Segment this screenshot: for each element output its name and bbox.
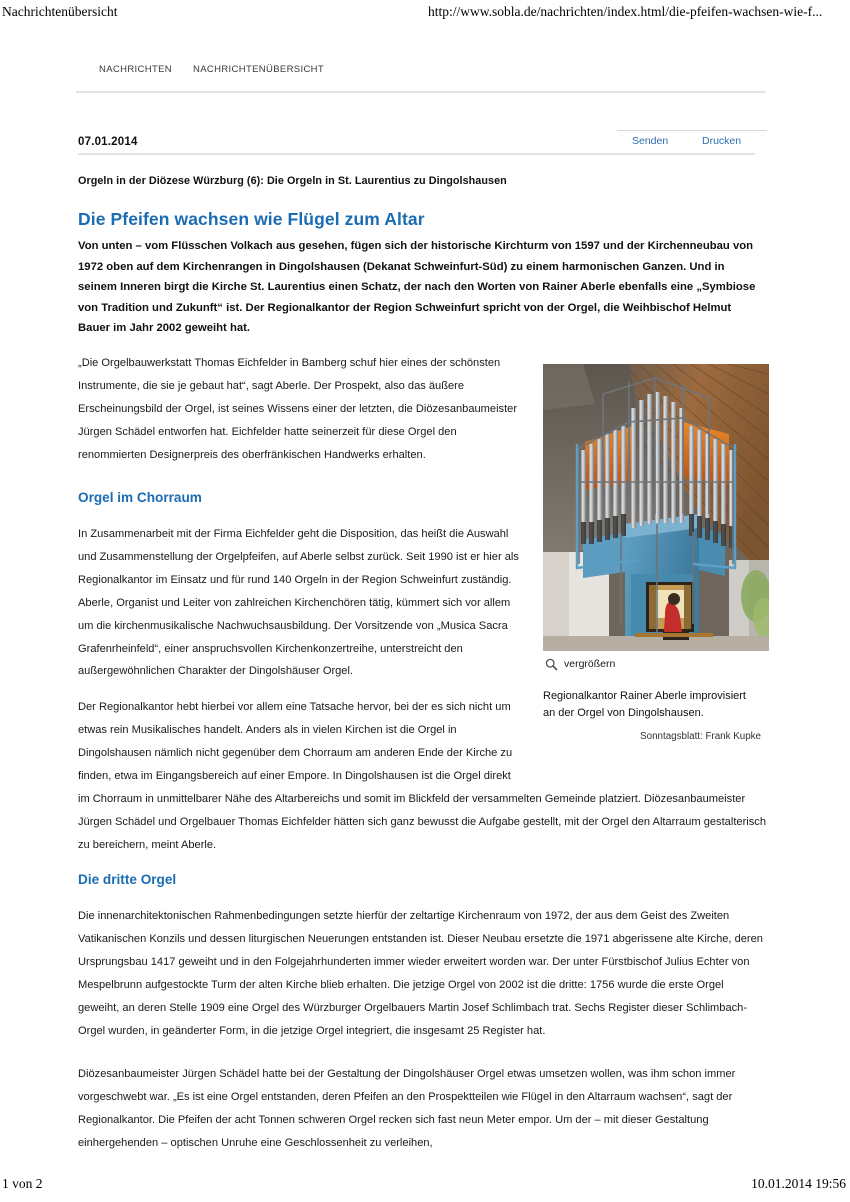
article-kicker: Orgeln in der Diözese Würzburg (6): Die Orgeln in St. Laurentius zu Dingolshausen: [78, 175, 507, 187]
paragraph-4: Die innenarchitektonischen Rahmenbedingungen setzte hierfür der zeltartige Kirchenraum von 1972, der aus dem Geist des Zweiten Vatikanischen Konzils und dessen liturgischen Neuerungen entstanden ist. Dieser Neubau ersetzte die 1971 abgerissene alte Kirche, deren Ursprungsbau 1417 geweiht und in den Folgejahrhunderten immer wieder erweitert worden war. Der unter Fürstbischof Julius Echter von Mespelbrunn aufgestockte Turm der alten Kirche blieb erhalten. Die jetzige Orgel von 2002 ist die dritte: 1756 wurde die erste Orgel geweiht, an deren Stelle 1909 eine Orgel des Würzburger Orgelbauers Martin Josef Schlimbach trat. Sechs Register dieser Schlimbach-Orgel wurden, in geänderter Form, in die jetzige Orgel integriert, die insgesamt 25 Register hat.: [78, 910, 763, 1037]
article-date: 07.01.2014: [78, 136, 138, 148]
send-link[interactable]: Senden: [632, 135, 669, 147]
magnifier-icon: [545, 658, 558, 671]
subheading-die-dritte-orgel: Die dritte Orgel: [78, 872, 177, 887]
nav-item-nachrichten[interactable]: NACHRICHTEN: [99, 64, 172, 75]
enlarge-label: vergrößern: [564, 658, 616, 670]
figure-caption: Regionalkantor Rainer Aberle improvisiert an der Orgel von Dingolshausen.: [543, 690, 746, 719]
print-timestamp: 10.01.2014 19:56: [751, 1176, 846, 1191]
enlarge-link[interactable]: [543, 656, 769, 672]
paragraph-3-continued: im Chorraum in unmittelbarer Nähe des Altarbereichs und somit im Blickfeld der versammelten Gemeinde platziert. Diözesanbaumeister Jürgen Schädel und Orgelbauer Thomas Eichfelder hätten sich ganz bewusst die Aufgabe gestellt, mit der Orgel den Altarraum gestalterisch zu bereichern, meint Aberle.: [78, 793, 766, 851]
paragraph-2: In Zusammenarbeit mit der Firma Eichfelder geht die Disposition, das heißt die Auswahl und Zusammenstellung der Orgelpfeifen, auf Aberle selbst zurück. Seit 1990 ist er hier als Regionalkantor im Einsatz und für rund 140 Orgeln in der Region Schweinfurt zuständig. Aberle, Organist und Leiter von zahlreichen Kirchenchören tätig, kümmert sich vor allem um die kirchenmusikalische Nachwuchsausbildung. Der Vorsitzende von „Musica Sacra Grafenrheinfeld“, einer anspruchsvollen Kirchenkonzertreihe, unterstreicht den außergewöhnlichen Charakter der Dingolshäuser Orgel.: [78, 528, 519, 678]
nav-item-nachrichtenuebersicht[interactable]: NACHRICHTENÜBERSICHT: [193, 64, 325, 75]
page-number: 1 von 2: [2, 1176, 43, 1191]
print-footer: [0, 1176, 850, 1196]
site-navigation: [99, 64, 756, 86]
print-header: [0, 4, 850, 26]
print-header-title: Nachrichtenübersicht: [2, 4, 118, 19]
header-divider: [78, 153, 755, 155]
tools-divider: [617, 130, 767, 131]
print-link[interactable]: Drucken: [702, 135, 742, 147]
article-lead: Von unten – vom Flüsschen Volkach aus gesehen, fügen sich der historische Kirchturm von 1597 und der Kirchenneubau von 1972 oben auf dem Kirchenrangen in Dingolshausen (Dekanat Schweinfurt-Süd) zu einem harmonischen Ganzen. Und in seinem Inneren birgt die Kirche St. Laurentius einen Schatz, der nach den Worten von Rainer Aberle ebenfalls eine „Symbiose von Tradition und Zukunft“ ist. Der Regionalkantor der Region Schweinfurt spricht von der Orgel, die Weihbischof Helmut Bauer im Jahr 2002 geweiht hat.: [78, 240, 756, 335]
paragraph-3: Der Regionalkantor hebt hierbei vor allem eine Tatsache hervor, bei der es sich nicht um etwas rein Musikalisches handelt. Anders als in vielen Kirchen ist die Orgel in Dingolshausen nämlich nicht gegenüber dem Chorraum am anderen Ende der Kirche zu finden, etwa im Eingangsbereich auf einer Empore. In Dingolshausen ist die Orgel direkt: [78, 701, 513, 782]
organ-photo-graphic: [543, 364, 769, 651]
paragraph-5: Diözesanbaumeister Jürgen Schädel hatte bei der Gestaltung der Dingolshäuser Orgel etwas umsetzen wollen, was ihm schon immer vorgeschwebt war. „Es ist eine Orgel entstanden, deren Pfeifen an den Prospektteilen wie Flügel in den Altarraum wachsen“, sagt der Regionalkantor. Die Pfeifen der acht Tonnen schweren Orgel recken sich fast neun Meter empor. Um der – mit dieser Gestaltung einhergehenden – optischen Unruhe eine Geschlossenheit zu verleihen,: [78, 1068, 736, 1149]
page-title: Die Pfeifen wachsen wie Flügel zum Altar: [78, 208, 425, 229]
paragraph-1: „Die Orgelbauwerkstatt Thomas Eichfelder in Bamberg schuf hier eines der schönsten Instrumente, die sie je gebaut hat“, sagt Aberle. Der Prospekt, also das äußere Erscheinungsbild der Orgel, ist seines Wissens einer der letzten, die Diözesanbaumeister Jürgen Schädel entworfen hat. Eichfelder hatte seinerzeit für diese Orgel den renommierten Designerpreis des oberfränkischen Handwerks erhalten.: [78, 357, 518, 461]
figure-credit: Sonntagsblatt: Frank Kupke: [640, 731, 761, 742]
nav-divider: [76, 91, 766, 93]
subheading-orgel-im-chorraum: Orgel im Chorraum: [78, 490, 202, 505]
print-header-url: http://www.sobla.de/nachrichten/index.html/die-pfeifen-wachsen-wie-f...: [428, 4, 823, 19]
article-figure: [543, 364, 769, 742]
article-tools: [617, 130, 767, 152]
organ-photo[interactable]: [543, 364, 769, 651]
